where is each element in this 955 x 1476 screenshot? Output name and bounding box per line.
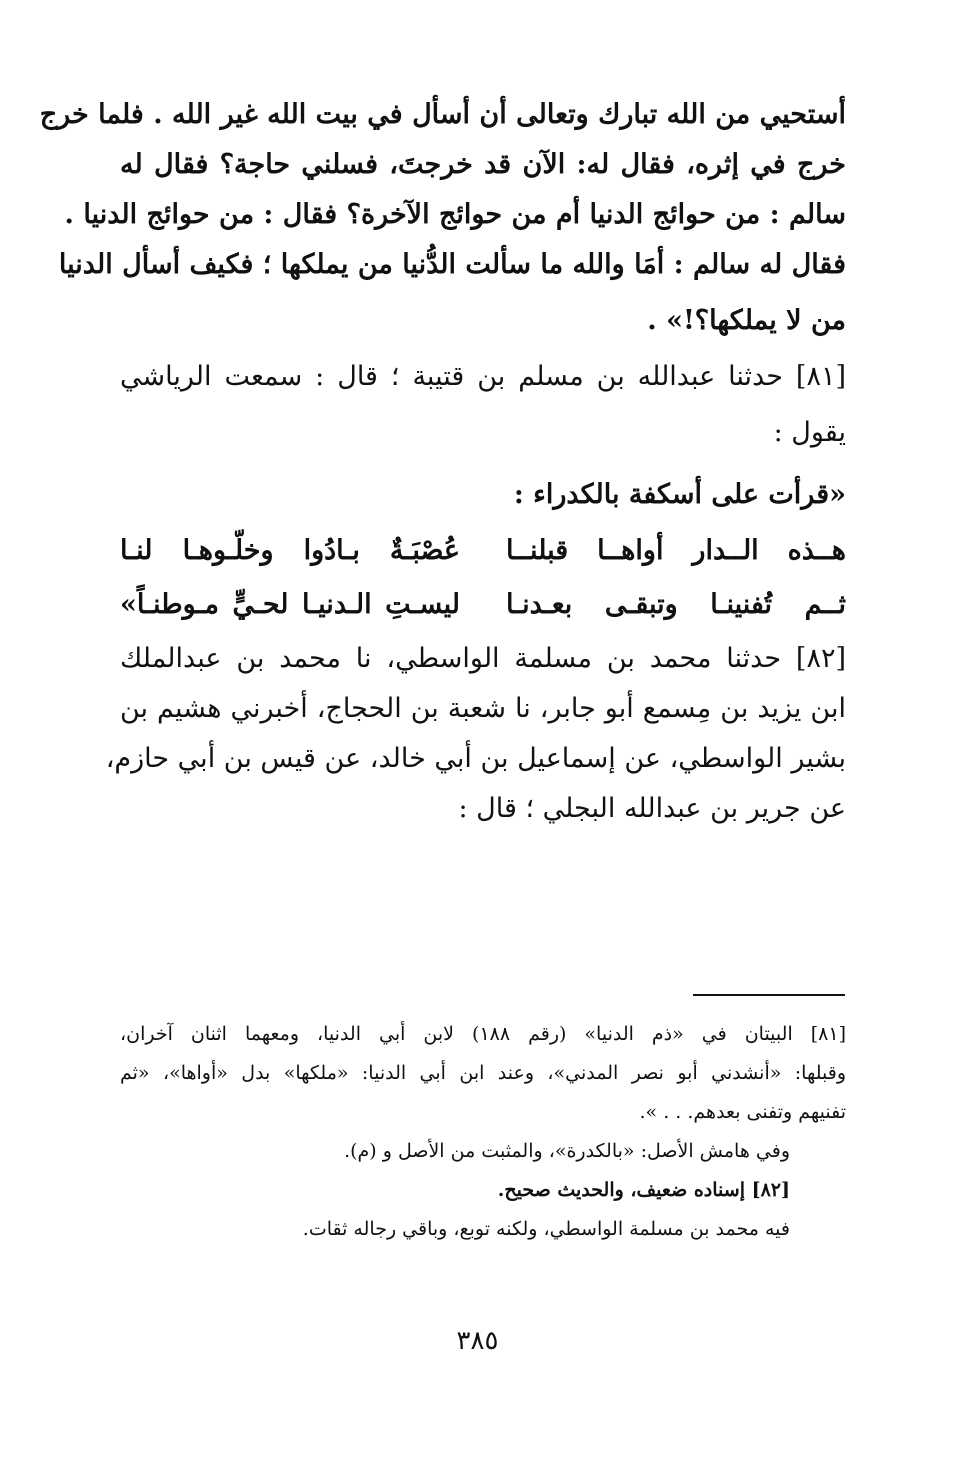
footnote-line: تفنيهم وتفنى بعدهم. . . ». (639, 1101, 846, 1123)
verse-line (120, 586, 846, 640)
footnote-separator (693, 994, 845, 996)
text-line: [٨١] حدثنا عبدالله بن مسلم بن قتيبة ؛ قال : سمعت الرياشي (120, 361, 846, 392)
verse-first-half: ثــم تُفنينـا وتبقـى بعـدنـا (506, 589, 846, 620)
text-line: سالم : من حوائج الدنيا أم من حوائج الآخرة؟ فقال : من حوائج الدنيا . (64, 199, 846, 230)
text-line: أستحيي من الله تبارك وتعالى أن أسأل في بيت الله غير الله . فلما خرج (39, 99, 846, 130)
footnotes (120, 1020, 846, 1254)
text-line: من لا يملكها؟!» . (647, 305, 846, 336)
poem (120, 532, 846, 640)
verse-line (120, 532, 846, 586)
footnote-line: [٨١] البيتان في «ذم الدنيا» (رقم ١٨٨) لابن أبي الدنيا، ومعهما اثنان آخران، (120, 1023, 846, 1045)
verse-second-half: عُصْبَـةٌ بـادُوا وخلّـوهـا لنـا (120, 535, 460, 566)
text-line: يقول : (773, 417, 846, 448)
page-number: ٣٨٥ (456, 1326, 499, 1356)
footnote-line: وقبلها: «أنشدني أبو نصر المدني»، وعند ابن أبي الدنيا: «ملكها» بدل «أواها»، «ثم (120, 1062, 846, 1084)
verse-first-half: هــذه الــدار أواهــا قبلنــا (506, 535, 846, 566)
text-line: بشير الواسطي، عن إسماعيل بن أبي خالد، عن قيس بن أبي حازم، (105, 743, 846, 774)
footnote-line: [٨٢] إسناده ضعيف، والحديث صحيح. (497, 1179, 790, 1201)
paragraph-1 (39, 96, 846, 358)
poem-intro: «قرأت على أسكفة بالكدراء : (513, 479, 846, 510)
main-text (39, 96, 846, 840)
text-line: [٨٢] حدثنا محمد بن مسلمة الواسطي، نا محمد بن عبدالملك (120, 643, 846, 674)
footnote-line: فيه محمد بن مسلمة الواسطي، ولكنه توبع، وباقي رجاله ثقات. (302, 1218, 790, 1240)
text-line: ابن يزيد بن مِسمع أبو جابر، نا شعبة بن الحجاج، أخبرني هشيم بن (120, 693, 846, 724)
text-line: خرج في إثره، فقال له: الآن قد خرجتَ، فسلني حاجة؟ فقال له (120, 149, 846, 180)
text-line: فقال له سالم : أمَا والله ما سألت الدُّنيا من يملكها ؛ فكيف أسأل الدنيا (58, 249, 846, 280)
footnote-line: وفي هامش الأصل: «بالكدرة»، والمثبت من الأصل و (م). (344, 1140, 790, 1162)
paragraph-2 (120, 358, 846, 470)
text-line: عن جرير بن عبدالله البجلي ؛ قال : (458, 793, 846, 824)
paragraph-3 (105, 640, 846, 840)
verse-second-half: ليسـتِ الـدنيـا لحـيٍّ مـوطنـاً» (120, 589, 460, 620)
